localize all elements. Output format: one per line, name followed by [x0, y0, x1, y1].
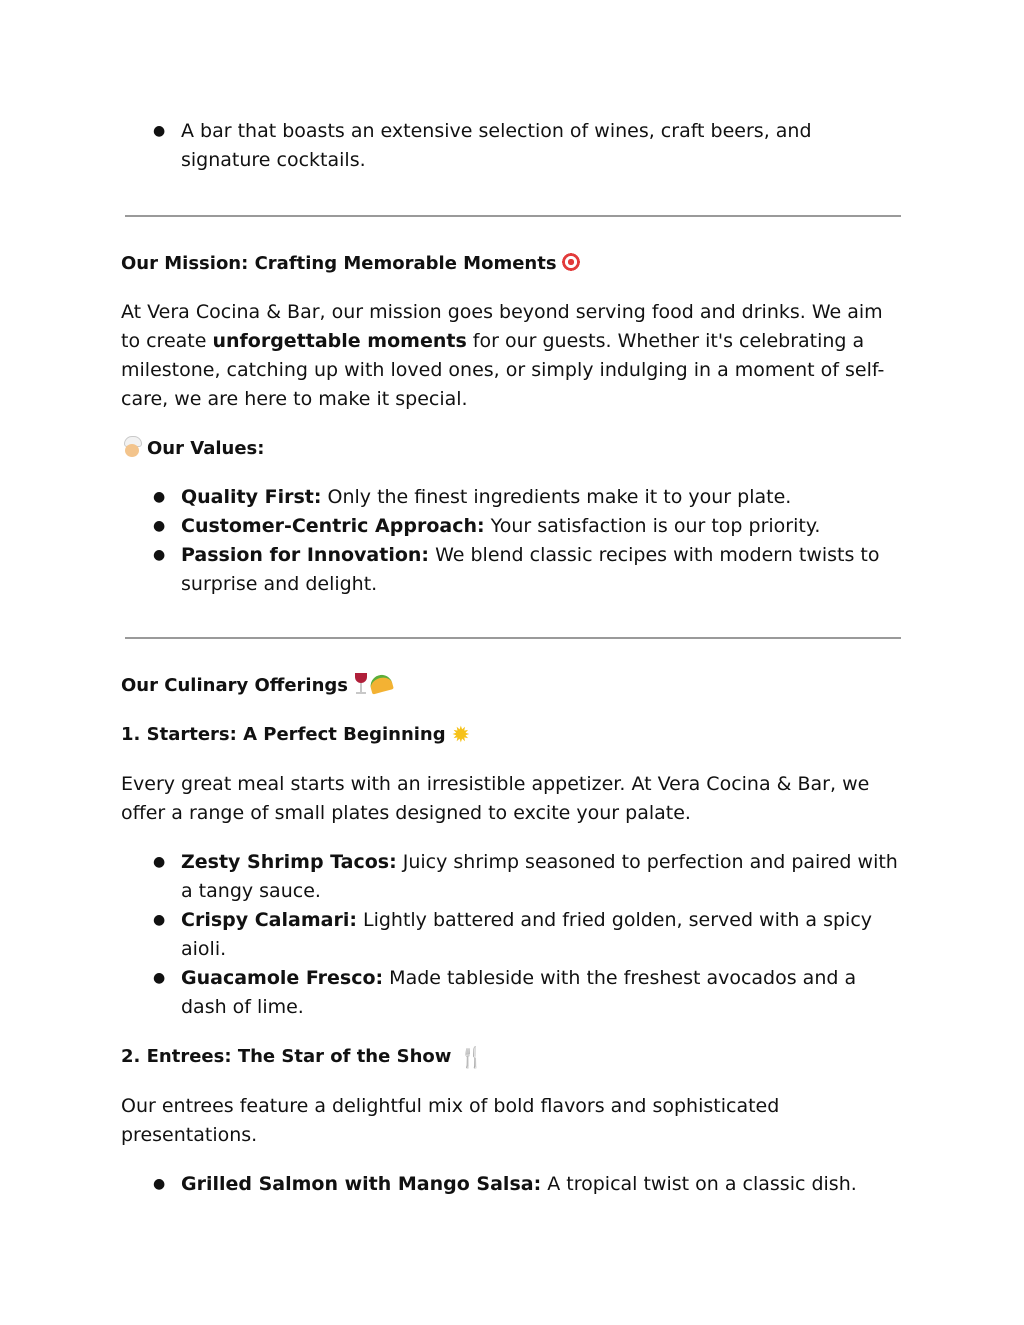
- list-item: [121, 483, 901, 512]
- bullet-text: A bar that boasts an extensive selection of wines, craft beers, and signature cocktails.: [181, 120, 812, 171]
- starters-intro: Every great meal starts with an irresistible appetizer. At Vera Cocina & Bar, we offer a range of small plates designed to excite your palate.: [121, 773, 870, 824]
- list-item: [121, 541, 901, 599]
- list-item: [121, 906, 901, 964]
- dish-name: Zesty Shrimp Tacos:: [181, 851, 397, 873]
- bullet-dot: ●: [153, 123, 166, 139]
- list-item: [121, 1170, 901, 1199]
- entrees-list: [121, 1170, 901, 1199]
- bullet-dot: ●: [153, 912, 166, 928]
- bullet-dot: ●: [153, 1176, 166, 1192]
- bullet-dot: ●: [153, 489, 166, 505]
- entrees-heading-text: 2. Entrees: The Star of the Show: [121, 1046, 452, 1067]
- starters-heading-text: 1. Starters: A Perfect Beginning: [121, 724, 446, 745]
- mission-bold-text: unforgettable moments: [212, 330, 467, 352]
- value-title: Customer-Centric Approach:: [181, 515, 485, 537]
- list-item: [121, 848, 901, 906]
- dish-description: Lightly battered and fried golden, served with a spicy aioli.: [181, 909, 873, 960]
- value-text: Your satisfaction is our top priority.: [484, 515, 821, 537]
- dish-description: A tropical twist on a classic dish.: [541, 1173, 857, 1195]
- list-item: [121, 964, 901, 1022]
- list-item: [121, 512, 901, 541]
- values-list: [121, 483, 901, 599]
- bullet-dot: ●: [153, 518, 166, 534]
- mission-text-2: for our guests. Whether it's celebrating a milestone, catching up with loved ones, or simply indulging in a moment of self-care, we are here to make it special.: [121, 330, 885, 410]
- target-icon: [561, 252, 581, 272]
- dish-name: Crispy Calamari:: [181, 909, 357, 931]
- chef-icon: [121, 436, 143, 458]
- offerings-heading: [121, 671, 901, 700]
- value-text: We blend classic recipes with modern twists to surprise and delight.: [181, 544, 880, 595]
- list-item: [121, 117, 901, 175]
- starters-list: [121, 848, 901, 1022]
- taco-icon: [368, 672, 394, 694]
- mission-heading: [121, 249, 901, 278]
- fork-knife-icon: 🍴: [459, 1045, 485, 1069]
- dish-description: Made tableside with the freshest avocados and a dash of lime.: [181, 967, 857, 1018]
- value-title: Quality First:: [181, 486, 322, 508]
- star-icon: ✹: [451, 723, 471, 748]
- value-text: Only the finest ingredients make it to your plate.: [321, 486, 792, 508]
- bullet-dot: ●: [153, 854, 166, 870]
- entrees-intro: Our entrees feature a delightful mix of bold flavors and sophisticated presentations.: [121, 1095, 780, 1146]
- entrees-heading: [121, 1042, 901, 1072]
- values-heading: [121, 434, 901, 463]
- value-title: Passion for Innovation:: [181, 544, 430, 566]
- mission-text-1: At Vera Cocina & Bar, our mission goes beyond serving food and drinks. We aim to create: [121, 301, 883, 352]
- wine-glass-icon: [354, 673, 368, 695]
- bullet-dot: ●: [153, 970, 166, 986]
- dish-name: Grilled Salmon with Mango Salsa:: [181, 1173, 542, 1195]
- bullet-dot: ●: [153, 547, 166, 563]
- offerings-heading-text: Our Culinary Offerings: [121, 675, 349, 696]
- intro-bullet-list: [121, 117, 901, 175]
- values-heading-text: Our Values:: [147, 438, 265, 459]
- document-page: [121, 117, 901, 1199]
- starters-heading: [121, 720, 901, 750]
- dish-name: Guacamole Fresco:: [181, 967, 384, 989]
- mission-paragraph: [121, 298, 901, 414]
- dish-description: Juicy shrimp seasoned to perfection and paired with a tangy sauce.: [181, 851, 898, 902]
- mission-heading-text: Our Mission: Crafting Memorable Moments: [121, 253, 557, 274]
